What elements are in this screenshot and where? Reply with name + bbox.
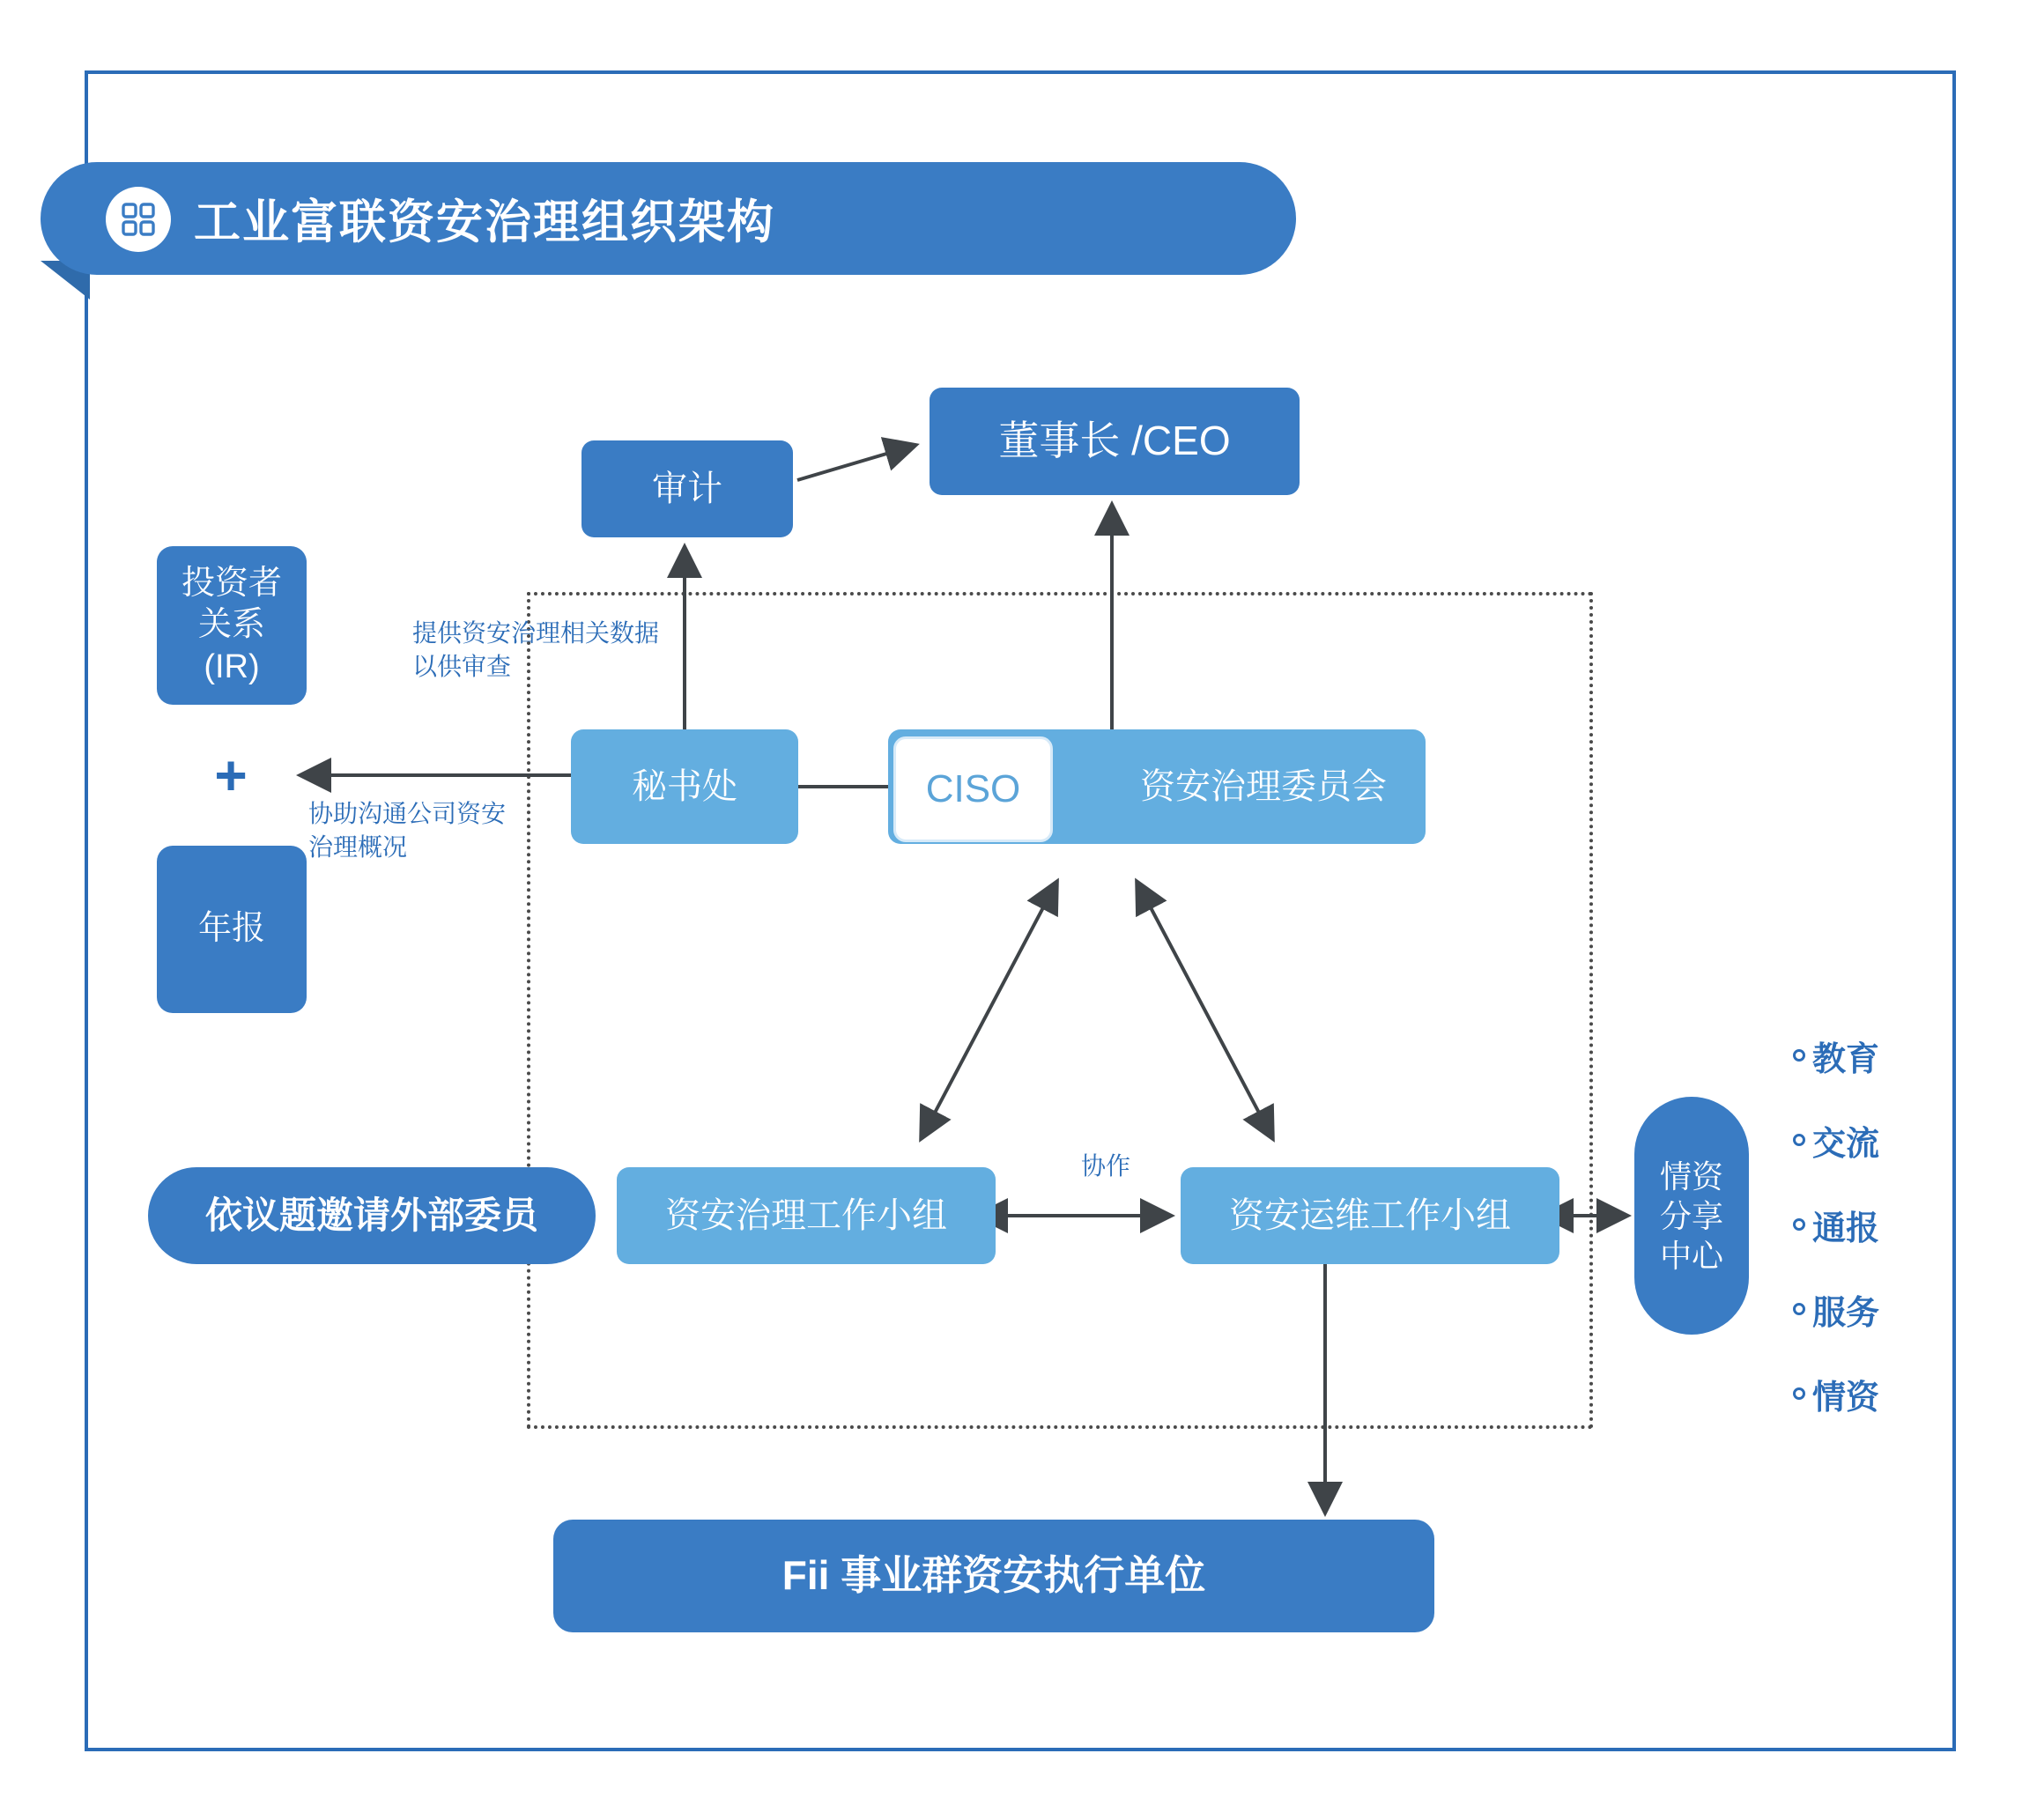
node-security-governance-committee[interactable]: 资安治理委员会: [888, 729, 1426, 844]
intel-line-3: 中心: [1659, 1237, 1723, 1274]
grid-blocks-icon: [106, 187, 171, 252]
intel-line-1: 情资: [1659, 1158, 1723, 1195]
header-banner: [41, 162, 1296, 275]
node-ciso[interactable]: CISO: [893, 736, 1053, 842]
node-fii-business-units[interactable]: Fii 事业群资安执行单位: [553, 1520, 1434, 1632]
bullet-icon: [1793, 1387, 1805, 1400]
list-item: [1793, 1351, 1879, 1436]
ir-line-2: 关系: [197, 606, 265, 644]
intel-item-label: 教育: [1812, 1040, 1880, 1078]
node-secretariat[interactable]: 秘书处: [571, 729, 798, 844]
plus-sign: +: [214, 744, 248, 807]
node-audit[interactable]: 审计: [581, 440, 793, 537]
annotation-ir-communication: 协助沟通公司资安治理概况: [308, 800, 507, 861]
intel-item-label: 通报: [1812, 1210, 1880, 1247]
node-annual-report[interactable]: 年报: [157, 846, 307, 1013]
bullet-icon: [1793, 1134, 1805, 1146]
list-item: [1793, 1267, 1879, 1351]
ir-line-1: 投资者: [181, 564, 282, 602]
intel-item-label: 服务: [1812, 1294, 1880, 1332]
annotation-audit-data: 提供资安治理相关数据以供审查: [412, 619, 660, 680]
list-item: [1793, 1182, 1879, 1267]
list-item: [1793, 1098, 1879, 1182]
bullet-icon: [1793, 1303, 1805, 1315]
ir-line-3: (IR): [204, 647, 260, 685]
node-operations-working-group[interactable]: 资安运维工作小组: [1181, 1167, 1559, 1264]
bullet-icon: [1793, 1049, 1805, 1062]
annotation-collaboration: 协作: [1080, 1152, 1130, 1180]
node-investor-relations[interactable]: [157, 546, 307, 705]
page-title: 工业富联资安治理组织架构: [194, 196, 775, 248]
intel-line-2: 分享: [1659, 1197, 1723, 1234]
node-chairman-ceo[interactable]: 董事长 /CEO: [930, 388, 1300, 495]
bullet-icon: [1793, 1218, 1805, 1231]
node-intelligence-sharing-center[interactable]: [1634, 1097, 1749, 1335]
node-governance-working-group[interactable]: 资安治理工作小组: [617, 1167, 996, 1264]
intel-item-label: 情资: [1812, 1379, 1880, 1417]
list-item: [1793, 1013, 1879, 1098]
node-external-members[interactable]: 依议题邀请外部委员: [148, 1167, 596, 1264]
governance-scope-box: [527, 592, 1593, 1429]
intel-services-list: [1793, 1013, 1879, 1436]
intel-item-label: 交流: [1812, 1125, 1880, 1163]
